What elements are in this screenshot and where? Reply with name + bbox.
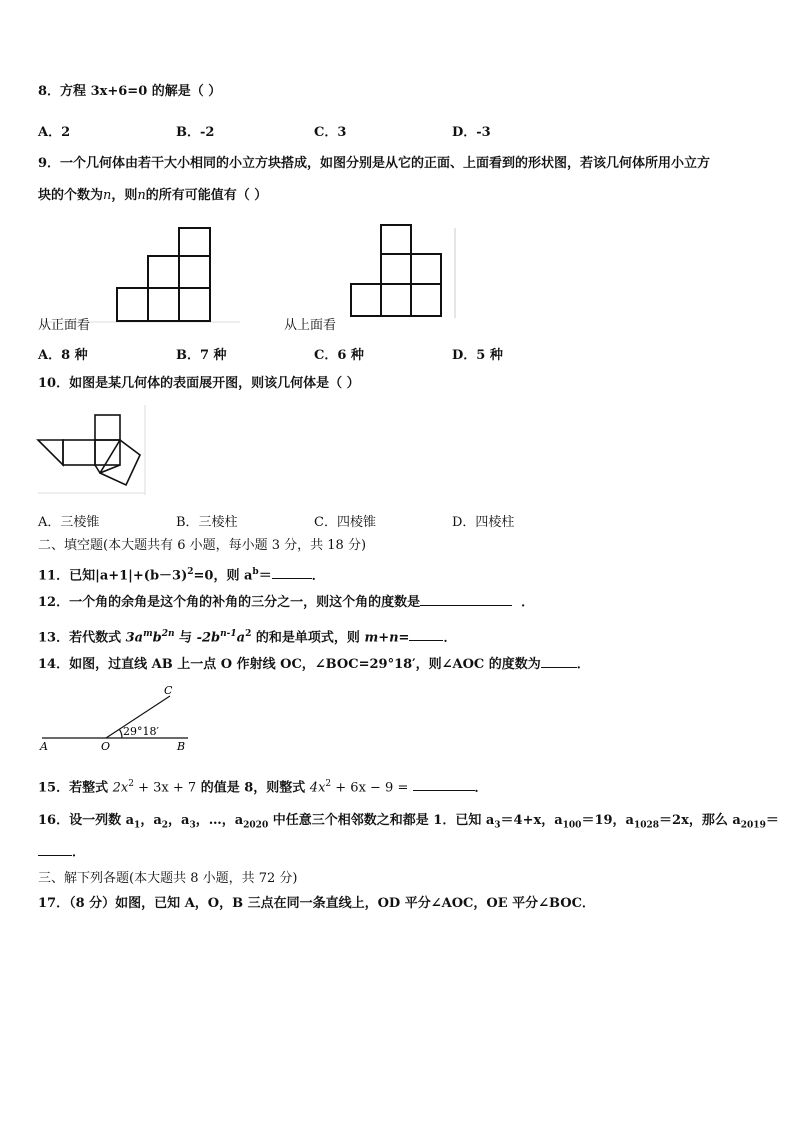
q9-top-view-figure [300, 218, 470, 328]
section3-heading: 三、解下列各题(本大题共 8 小题，共 72 分) [38, 871, 298, 886]
label-b: B [177, 740, 186, 753]
q10-option-a: A．三棱锥 [38, 515, 100, 530]
q8-option-d: D．-3 [452, 125, 491, 140]
q8-option-c: C．3 [314, 125, 347, 140]
q12-stem: 12．一个角的余角是这个角的补角的三分之一，则这个角的度数是 ． [38, 595, 535, 610]
q9-stem-line2: 块的个数为n，则n的所有可能值有（ ） [38, 188, 268, 203]
q9-option-c: C．6 种 [314, 348, 364, 363]
q17-stem: 17．（8 分）如图，已知 A，O，B 三点在同一条直线上，OD 平分∠AOC，OE 平分∠BOC． [38, 896, 595, 911]
q8-option-a: A．2 [38, 125, 71, 140]
q10-option-b: B．三棱柱 [176, 515, 238, 530]
q15-stem: 15．若整式 $2x^2 + 3x + 7$ 的值是 8，则整式 $4x^2 + 6x - 9$ = ． [38, 779, 488, 796]
q9-top-caption: 从上面看 [284, 318, 337, 333]
q13-stem: 13．若代数式 $3a^mb^{2n}$ 与 $-2b^{n-1}a^2$ 的和是单项式，则 m+n= ． [38, 629, 457, 646]
q10-stem: 10．如图是某几何体的表面展开图，则该几何体是（ ） [38, 376, 360, 391]
label-o: O [101, 740, 111, 753]
q14-angle-figure [38, 682, 198, 754]
q16-stem: 16．设一列数 $a_1$，$a_2$，$a_3$，…，$a_{2020}$ 中任意三个相邻数之和都是 1．已知 $a_3=4+x$，$a_{100}=19$，$a_{1028}=2x$，那么 $a_{2019}=$ [38, 813, 779, 831]
q9-option-d: D．5 种 [452, 348, 503, 363]
q9-option-a: A．8 种 [38, 348, 88, 363]
q8-stem: 8．方程 3x+6=0 的解是（ ） [38, 84, 222, 99]
q16-stem-line2: ． [38, 845, 85, 861]
q9-option-b: B．7 种 [176, 348, 227, 363]
q11-stem: 11．已知$|a+1|+(b-3)^2=0$，则 $a^b=$ ． [38, 567, 325, 584]
q9-front-view-figure [40, 218, 240, 328]
section2-heading: 二、填空题(本大题共有 6 小题，每小题 3 分，共 18 分) [38, 538, 367, 553]
q9-stem-line1: 9．一个几何体由若干大小相同的小立方块搭成，如图分别是从它的正面、上面看到的形状图，若该几何体所用小立方 [38, 156, 711, 171]
label-a: A [40, 740, 48, 753]
angle-label: 29°18′ [123, 725, 159, 738]
q9-front-caption: 从正面看 [38, 318, 91, 333]
q10-net-figure [38, 405, 148, 495]
label-c: C [164, 684, 173, 697]
q14-stem: 14．如图，过直线 AB 上一点 O 作射线 OC，∠BOC=29°18′，则∠AOC 的度数为 ． [38, 657, 590, 672]
q10-option-d: D．四棱柱 [452, 515, 515, 530]
q8-option-b: B．-2 [176, 125, 215, 140]
q10-option-c: C．四棱锥 [314, 515, 376, 530]
